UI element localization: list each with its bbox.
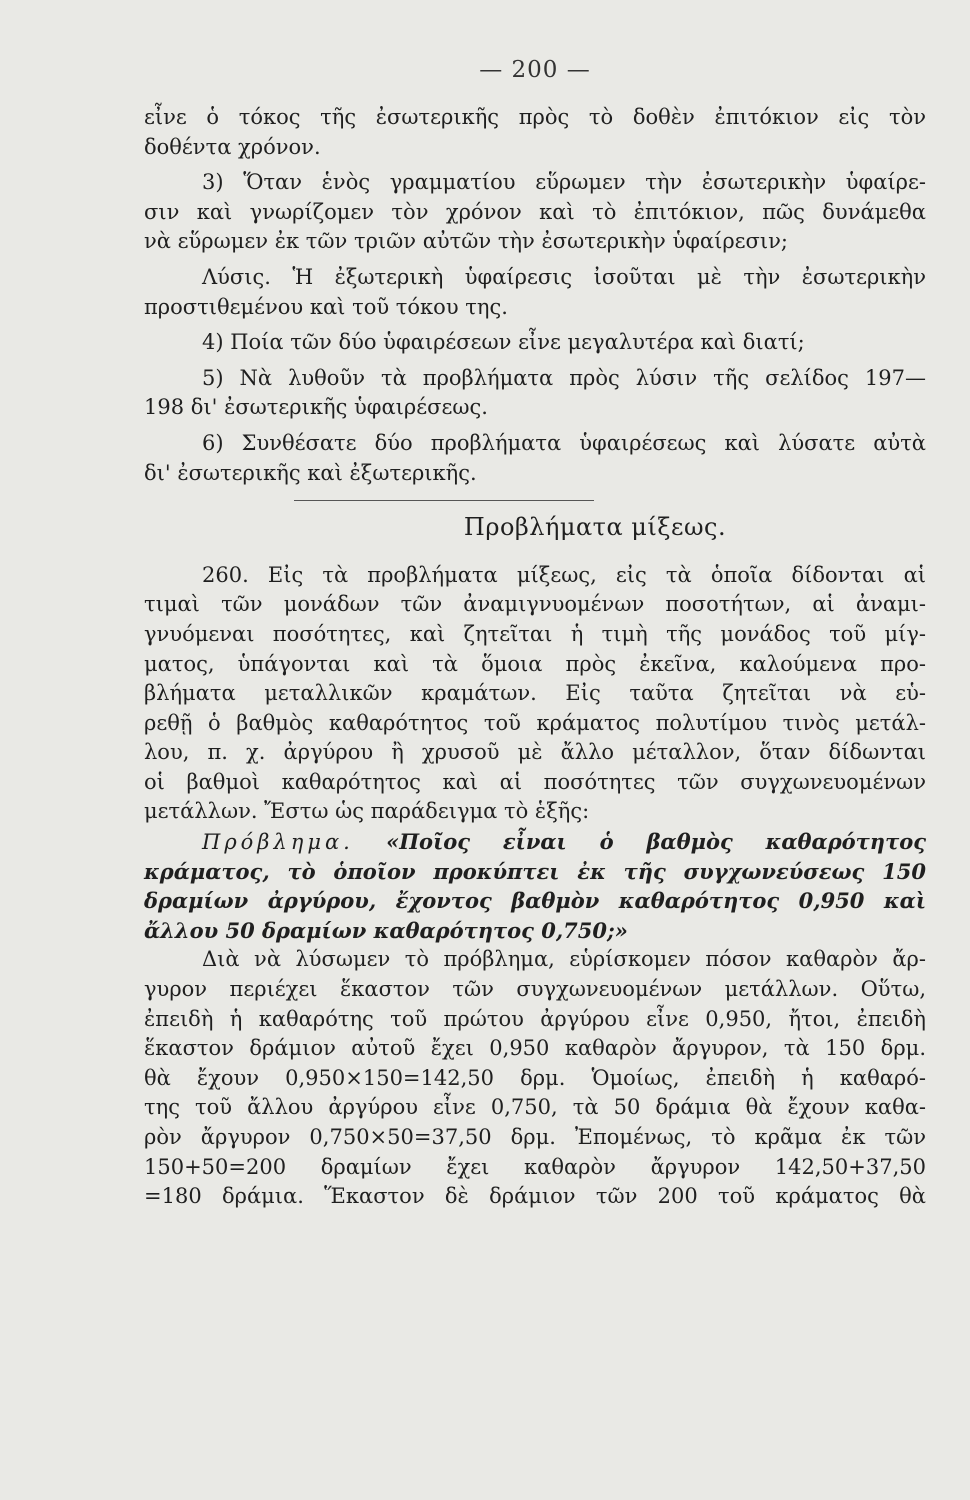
text-line: τιμαὶ τῶν μονάδων τῶν ἀναμιγνυομένων ποσοτήτων, αἱ ἀναμι- bbox=[144, 592, 926, 617]
text-line: γνυόμεναι ποσότητες, καὶ ζητεῖται ἡ τιμὴ τῆς μονάδος τοῦ μίγ- bbox=[144, 621, 926, 646]
text-line: Διὰ νὰ λύσωμεν τὸ πρόβλημα, εὑρίσκομεν πόσον καθαρὸν ἄρ- bbox=[202, 947, 926, 972]
text-line: σιν καὶ γνωρίζομεν τὸν χρόνον καὶ τὸ ἐπιτόκιον, πῶς δυνάμεθα bbox=[144, 199, 926, 224]
text-line: ματος, ὑπάγονται καὶ τὰ ὅμοια πρὸς ἐκεῖνα, καλούμενα προ- bbox=[144, 651, 926, 676]
text-line: 260. Εἰς τὰ προβλήματα μίξεως, εἰς τὰ ὁποῖα δίδονται αἱ bbox=[202, 562, 926, 587]
text-line: δοθέντα χρόνον. bbox=[144, 134, 321, 159]
text-line: =180 δράμια. Ἕκαστον δὲ δράμιον τῶν 200 τοῦ κράματος θὰ bbox=[144, 1184, 926, 1209]
text-line: 3) Ὅταν ἑνὸς γραμματίου εὕρωμεν τὴν ἐσωτερικὴν ὑφαίρε- bbox=[202, 170, 926, 195]
problem-first-line bbox=[144, 827, 926, 857]
problem-label: Πρόβλημα. bbox=[202, 830, 354, 855]
problem-line: δραμίων ἀργύρου, ἔχοντος βαθμὸν καθαρότητος 0,950 καὶ bbox=[144, 888, 926, 914]
text-line: βλήματα μεταλλικῶν κραμάτων. Εἰς ταῦτα ζητεῖται νὰ εὑ- bbox=[144, 681, 926, 706]
text-line: 198 δι' ἐσωτερικῆς ὑφαιρέσεως. bbox=[144, 395, 488, 420]
text-line: δι' ἐσωτερικῆς καὶ ἐξωτερικῆς. bbox=[144, 460, 477, 485]
section-title: Προβλήματα μίξεως. bbox=[463, 513, 727, 542]
text-line: ρεθῇ ὁ βαθμὸς καθαρότητος τοῦ κράματος πολυτίμου τινὸς μετάλ- bbox=[144, 710, 926, 735]
text-line: 6) Συνθέσατε δύο προβλήματα ὑφαιρέσεως καὶ λύσατε αὐτὰ bbox=[202, 430, 926, 455]
text-line: προστιθεμένου καὶ τοῦ τόκου της. bbox=[144, 294, 508, 319]
page-number: — 200 — bbox=[479, 57, 591, 83]
page-body bbox=[144, 103, 926, 1212]
text-line: της τοῦ ἄλλου ἀργύρου εἶνε 0,750, τὰ 50 δράμια θὰ ἔχουν καθα- bbox=[144, 1095, 926, 1120]
text-line: Λύσις. Ἡ ἐξωτερικὴ ὑφαίρεσις ἰσοῦται μὲ τὴν ἐσωτερικὴν bbox=[202, 264, 926, 289]
text-line: ἕκαστον δράμιον αὐτοῦ ἔχει 0,950 καθαρὸν ἄργυρον, τὰ 150 δρμ. bbox=[144, 1036, 926, 1061]
text-line: οἱ βαθμοὶ καθαρότητος καὶ αἱ ποσότητες τῶν συγχωνευομένων bbox=[144, 769, 926, 794]
text-line: εἶνε ὁ τόκος τῆς ἐσωτερικῆς πρὸς τὸ δοθὲν ἐπιτόκιον εἰς τὸν bbox=[144, 105, 926, 129]
text-line: μετάλλων. Ἔστω ὡς παράδειγμα τὸ ἑξῆς: bbox=[144, 799, 590, 824]
text-line: ἐπειδὴ ἡ καθαρότης τοῦ πρώτου ἀργύρου εἶνε 0,950, ἤτοι, ἐπειδὴ bbox=[144, 1006, 926, 1031]
problem-text: «Ποῖος εἶναι ὁ βαθμὸς καθαρότητος bbox=[386, 829, 926, 855]
problem-line: ἄλλου 50 δραμίων καθαρότητος 0,750;» bbox=[144, 917, 628, 943]
text-line: λου, π. χ. ἀργύρου ἢ χρυσοῦ μὲ ἄλλο μέταλλον, ὅταν δίδωνται bbox=[144, 740, 926, 765]
text-line: γυρον περιέχει ἕκαστον τῶν συγχωνευομένων μετάλλων. Οὕτω, bbox=[144, 977, 926, 1002]
text-line: 150+50=200 δραμίων ἔχει καθαρὸν ἄργυρον 142,50+37,50 bbox=[144, 1154, 926, 1179]
text-line: ρὸν ἄργυρον 0,750×50=37,50 δρμ. Ἐπομένως, τὸ κρᾶμα ἐκ τῶν bbox=[144, 1125, 926, 1149]
text-line: 4) Ποία τῶν δύο ὑφαιρέσεων εἶνε μεγαλυτέρα καὶ διατί; bbox=[202, 330, 805, 355]
text-line: νὰ εὕρωμεν ἐκ τῶν τριῶν αὐτῶν τὴν ἐσωτερικὴν ὑφαίρεσιν; bbox=[144, 229, 788, 254]
text-line: 5) Νὰ λυθοῦν τὰ προβλήματα πρὸς λύσιν τῆς σελίδος 197— bbox=[202, 365, 926, 390]
text-line: θὰ ἔχουν 0,950×150=142,50 δρμ. Ὁμοίως, ἐπειδὴ ἡ καθαρό- bbox=[144, 1065, 926, 1090]
problem-line: κράματος, τὸ ὁποῖον προκύπτει ἐκ τῆς συγχωνεύσεως 150 bbox=[144, 858, 926, 884]
section-divider bbox=[294, 500, 594, 501]
